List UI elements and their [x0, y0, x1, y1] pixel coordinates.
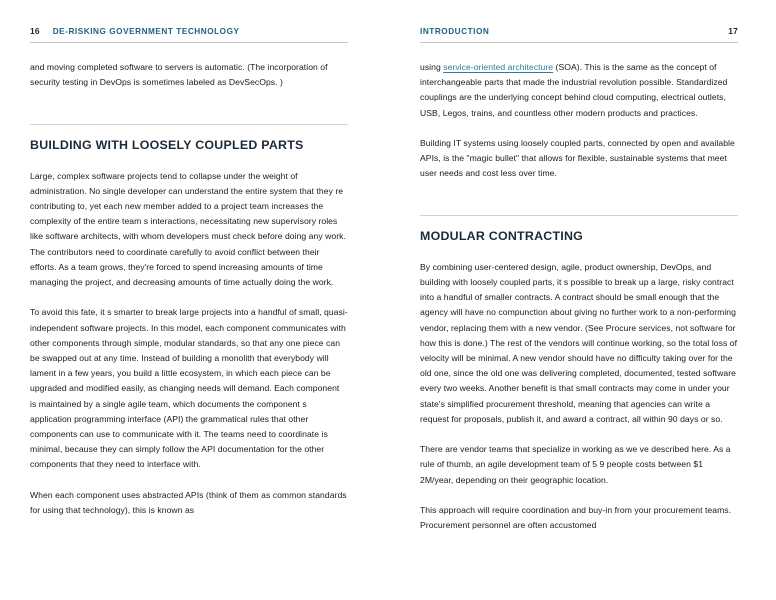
folio-right: 17: [728, 26, 738, 36]
section-title-left: BUILDING WITH LOOSELY COUPLED PARTS: [30, 137, 304, 152]
section-title-right: MODULAR CONTRACTING: [420, 228, 584, 243]
section-modular-contracting: [420, 215, 738, 534]
running-head-title-right: INTRODUCTION: [420, 27, 490, 36]
section-rule-right: [420, 215, 738, 216]
running-head-right: [420, 26, 738, 38]
service-oriented-architecture-link[interactable]: service-oriented architecture: [443, 62, 554, 72]
paragraph: When each component uses abstracted APIs (think of them as common standards for using that technology), this is known as: [30, 489, 347, 516]
paragraph: To avoid this fate, it s smarter to break large projects into a handful of small, quasi-independent software projects. In this model, each component communicates with other components through simple, modular standards, so that any one piece can be swapped out at any time. Instead of building a monolith that everybody will lament in a few years, you build a little ecosystem, in which each piece can be upgraded and modified easily, as changing needs will demand. Each component is maintained by a single agile team, which documents the component s application programming interface (API) the grammatical rules that other components can use to communicate with it. The teams need to coordinate is minimal, because they can simply follow the API documentation for the other components that they need to interface with.: [30, 307, 348, 470]
section-spacer-right: [420, 197, 738, 208]
paragraph-continuation-with-link: [420, 60, 738, 121]
section-building-with-loosely-coupled-parts: [30, 124, 348, 519]
body-right: [420, 60, 738, 533]
page-right: [388, 0, 776, 600]
header-rule-right: [420, 42, 738, 43]
body-left: [30, 60, 348, 518]
section-rule-left: [30, 124, 348, 125]
paragraph: Building IT systems using loosely coupled parts, connected by open and available APIs, is the "magic bullet" that allows for flexible, sustainable systems that meet user needs and cost less over time.: [420, 138, 735, 179]
folio-left: 16: [30, 26, 40, 36]
header-rule-left: [30, 42, 348, 43]
running-head-left: [30, 26, 348, 38]
paragraph: This approach will require coordination and buy-in from your procurement teams. Procurement personnel are often accustomed: [420, 505, 732, 531]
section-spacer-left: [30, 106, 348, 117]
paragraph-lead-text: using: [420, 62, 444, 72]
paragraph: There are vendor teams that specialize in working as we ve described here. As a rule of thumb, an agile development team of 5 9 people costs between $1 2M/year, depending on their geographic location.: [420, 444, 731, 485]
page-right-content: [420, 26, 738, 600]
page-left-content: [30, 26, 348, 600]
running-head-title-left: DE-RISKING GOVERNMENT TECHNOLOGY: [52, 27, 240, 36]
paragraph-rest-text: (SOA). This is the same as the concept of interchangeable parts that made the industrial revolution possible. Standardized couplings are the underlying concept behind cloud computing, electrical outlets, USB, Legos, trains, and countless other modern products and practices.: [420, 62, 728, 118]
paragraph-continuation: and moving completed software to servers is automatic. (The incorporation of security testing in DevOps is sometimes labeled as DevSecOps. ): [30, 62, 328, 88]
paragraph: By combining user-centered design, agile, product ownership, DevOps, and building with loosely coupled parts, it s possible to break up a large, risky contract into a handful of smaller contracts. A contract should be small enough that the agency will have no compunction about giving no further work to a non-performing vendor, replacing them with a new vendor. (See Procure services, not software for how this is done.) The rest of the vendors will continue working, so the total loss of velocity will be minimal. A new vendor should have no difficulty taking over for the old one, since the old one was delivering completed, documented, tested software every two weeks. Another benefit is that small contracts may come in under your state's simplified procurement threshold, meaning that agencies can write a request for proposals, publish it, and award a contract, all within 90 days or so.: [420, 261, 738, 424]
paragraph: Large, complex software projects tend to collapse under the weight of administration. No single developer can understand the entire system that they re contributing to, yet each new member added to a project team increases the complexity of the entire team s interactions, necessitating new supervisory roles like software architects, with whom developers must check before doing any work. The contributors need to coordinate carefully to avoid conflict between their efforts. As a team grows, they're forced to spend increasing amounts of time managing the project, and decreasing amounts of time actually doing the work.: [30, 170, 346, 288]
